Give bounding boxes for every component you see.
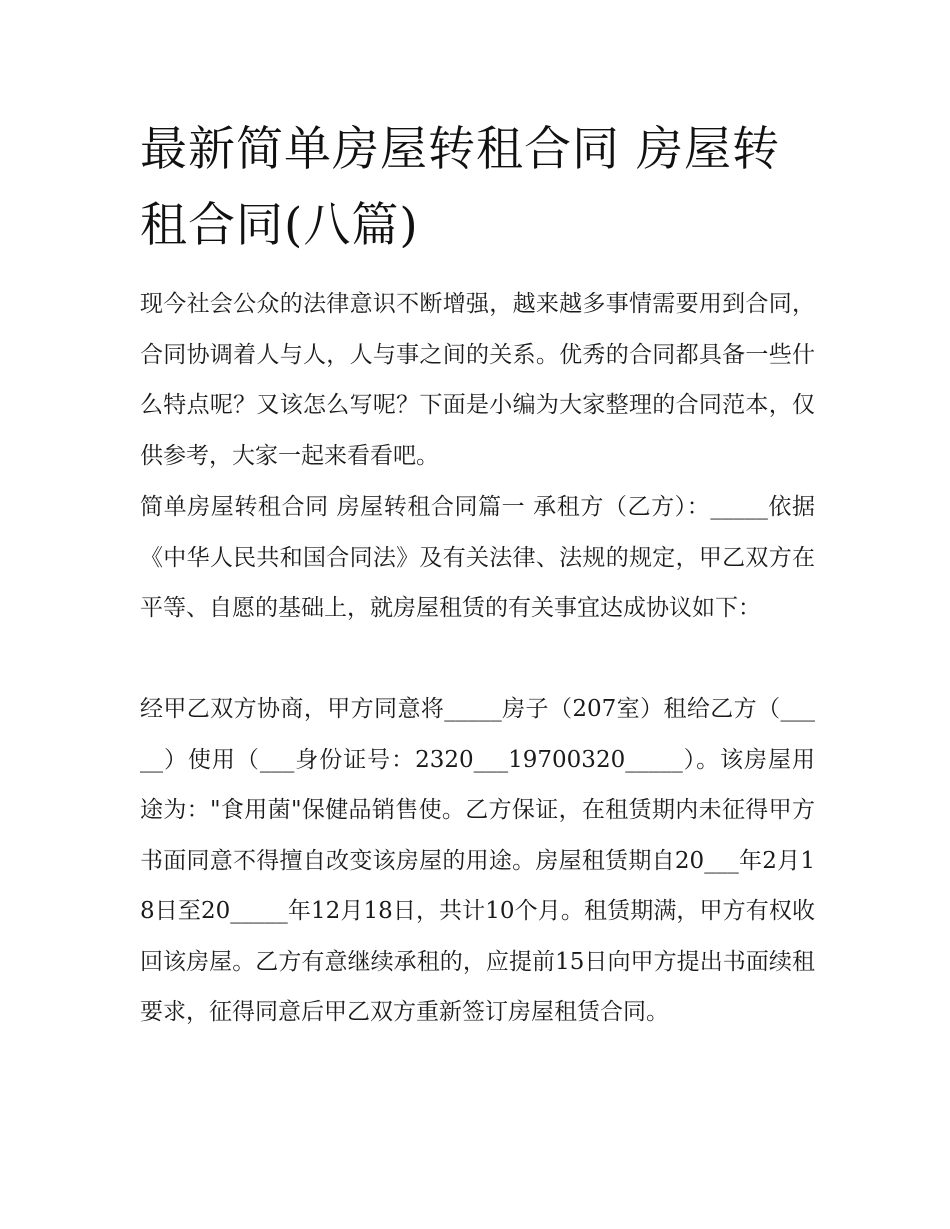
intro-paragraph: 现今社会公众的法律意识不断增强，越来越多事情需要用到合同，合同协调着人与人，人与事之间的关系。优秀的合同都具备一些什么特点呢？又该怎么写呢？下面是小编为大家整理的合同范本，仅供参考，大家一起来看看吧。 (140, 291, 815, 469)
document-title: 最新简单房屋转租合同 房屋转租合同(八篇) (140, 122, 780, 253)
contract-terms-paragraph: 经甲乙双方协商，甲方同意将_____房子（207室）租给乙方（_____）使用（___身份证号：2320___19700320_____）。该房屋用途为："食用菌"保健品销售使。乙方保证，在租赁期内未征得甲方书面同意不得擅自改变该房屋的用途。房屋租赁期自20___年2月18日至20_____年12月18日，共计10个月。租赁期满，甲方有权收回该房屋。乙方有意继续承租的，应提前15日向甲方提出书面续租要求，征得同意后甲乙双方重新签订房屋租赁合同。 (140, 696, 815, 1025)
contract-preamble-paragraph: 简单房屋转租合同 房屋转租合同篇一 承租方（乙方）：_____依据《中华人民共和国合同法》及有关法律、法规的规定，甲乙双方在平等、自愿的基础上，就房屋租赁的有关事宜达成协议如下： (140, 494, 815, 621)
